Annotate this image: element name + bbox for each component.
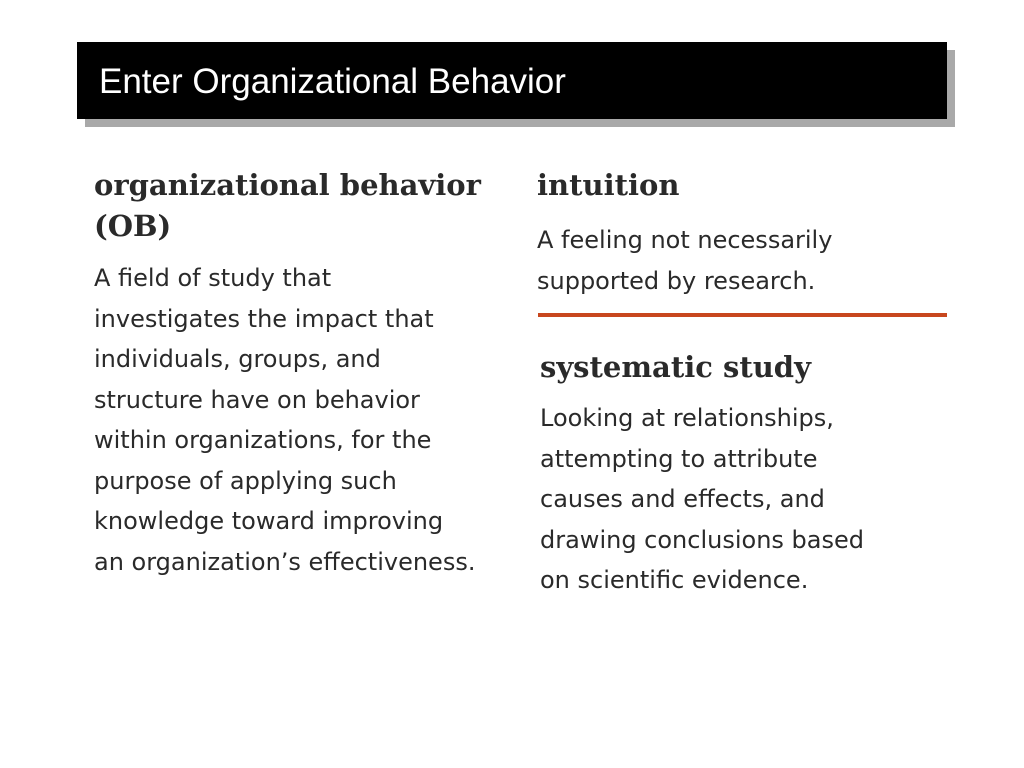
definition-text <box>94 258 504 582</box>
definition-line: structure have on behavior <box>94 385 420 414</box>
definition-line: an organization’s effectiveness. <box>94 547 476 576</box>
definition-intuition <box>537 165 947 301</box>
term-line: organizational behavior <box>94 168 481 202</box>
definition-line: causes and effects, and <box>540 485 825 513</box>
definition-systematic-study <box>540 347 950 601</box>
section-divider <box>538 313 947 317</box>
definition-line: drawing conclusions based <box>540 525 864 554</box>
title-bar <box>77 42 947 119</box>
term-line: systematic study <box>540 350 811 384</box>
definition-line: investigates the impact that <box>94 304 434 333</box>
definition-line: individuals, groups, and <box>94 345 381 373</box>
definition-text <box>540 398 950 601</box>
term-heading <box>540 347 950 388</box>
definition-line: knowledge toward improving <box>94 507 444 535</box>
term-heading <box>537 165 947 206</box>
definition-line: supported by research. <box>537 266 816 295</box>
definition-text <box>537 220 947 301</box>
definition-line: within organizations, for the <box>94 426 432 454</box>
term-line: intuition <box>537 168 680 202</box>
definition-line: A feeling not necessarily <box>537 226 833 254</box>
slide-title: Enter Organizational Behavior <box>99 62 566 101</box>
definition-organizational-behavior <box>94 165 514 582</box>
definition-line: purpose of applying such <box>94 466 397 495</box>
definition-line: Looking at relationships, <box>540 404 834 432</box>
definition-line: on scientific evidence. <box>540 566 809 594</box>
definition-line: attempting to attribute <box>540 444 818 473</box>
term-heading <box>94 165 514 247</box>
term-line: (OB) <box>94 209 172 243</box>
definition-line: A field of study that <box>94 264 332 292</box>
